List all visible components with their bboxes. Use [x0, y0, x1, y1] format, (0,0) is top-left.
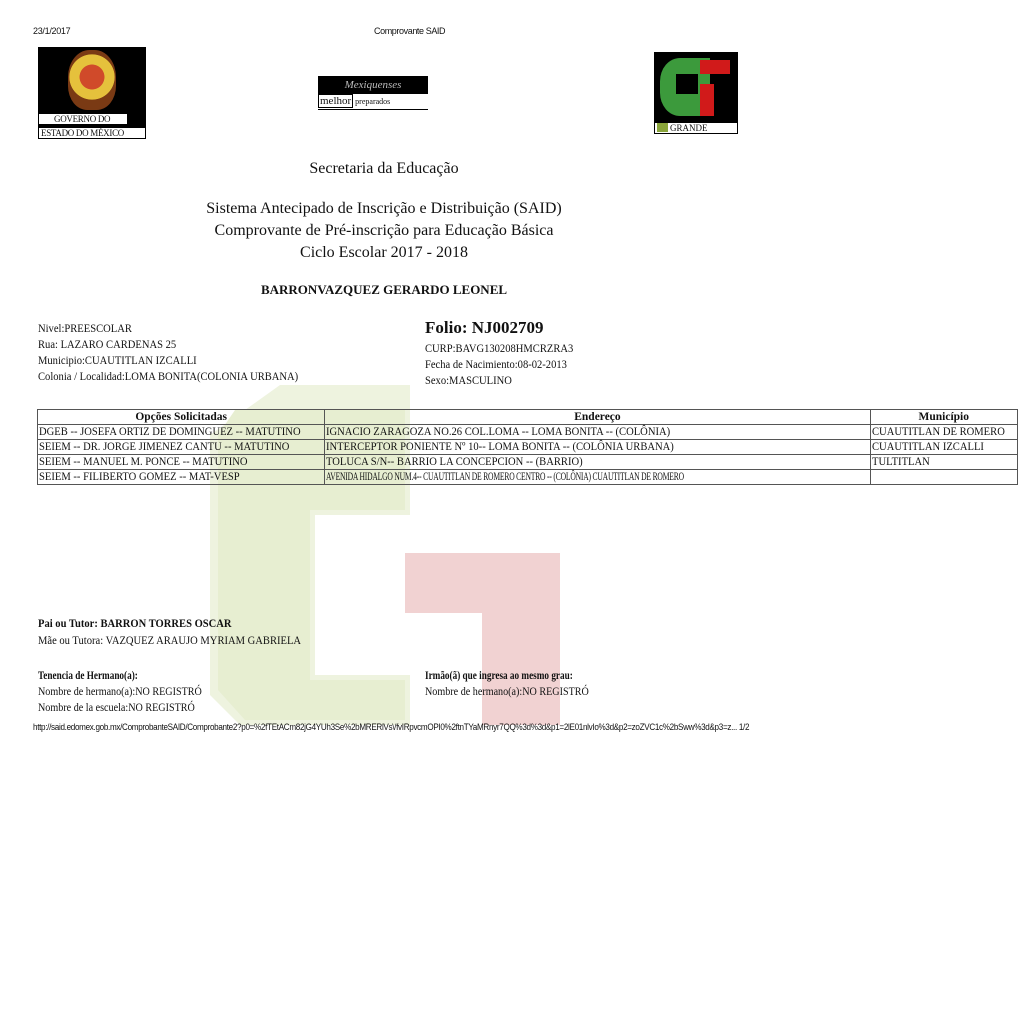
print-date: 23/1/2017 — [33, 26, 71, 36]
table-row — [38, 455, 1018, 470]
logo-right-label: GRANDE — [670, 123, 708, 133]
logo-left-line2: ESTADO DO MÉXICO — [38, 127, 146, 139]
folio-number: Folio: NJ002709 — [425, 318, 544, 337]
pai-tutor-line — [38, 616, 258, 631]
option-municipio — [870, 470, 1017, 485]
curp-field: CURP:BAVG130208HMCRZRA3 — [425, 341, 574, 355]
student-id-block — [425, 340, 593, 388]
municipio-field: Municipio:CUAUTITLAN IZCALLI — [38, 353, 197, 367]
ciclo-title: Ciclo Escolar 2017 - 2018 — [300, 244, 468, 261]
option-school: SEIEM -- FILIBERTO GOMEZ -- MAT-VESP — [38, 470, 325, 485]
logo-center-word2: preparados — [355, 97, 391, 106]
logo-center-word1: melhor — [320, 95, 352, 107]
table-row — [38, 470, 1018, 485]
rua-field: Rua: LAZARO CARDENAS 25 — [38, 337, 177, 351]
option-address: INTERCEPTOR PONIENTE Nº 10-- LOMA BONITA -- (COLÔNIA URBANA) — [325, 440, 870, 455]
print-title: Comprovante SAID — [374, 26, 446, 36]
table-row — [38, 425, 1018, 440]
option-school: SEIEM -- MANUEL M. PONCE -- MATUTINO — [38, 455, 325, 470]
logo-center-top: Mexiquenses — [318, 76, 428, 94]
option-address: AVENIDA HIDALGO NUM.4-- CUAUTITLAN DE ROMERO CENTRO -- (COLÔNIA) CUAUTITLAN DE ROMERO — [325, 470, 870, 485]
mae-tutora-line: Mãe ou Tutora: VAZQUEZ ARAUJO MYRIAM GABRIELA — [38, 633, 302, 647]
governo-estado-logo — [38, 47, 146, 139]
student-name: BARRONVAZQUEZ GERARDO LEONEL — [260, 282, 508, 297]
option-municipio: CUAUTITLAN IZCALLI — [870, 440, 1017, 455]
nivel-field: Nivel:PREESCOLAR — [38, 321, 132, 335]
table-header-row — [38, 410, 1018, 425]
header-municipio: Município — [870, 410, 1017, 425]
table-row — [38, 440, 1018, 455]
tenencia-title: Tenencia de Hermano(a): — [38, 670, 138, 682]
sistema-title: Sistema Antecipado de Inscrição e Distribuição (SAID) — [206, 200, 562, 217]
option-municipio: TULTITLAN — [870, 455, 1017, 470]
irmao-title: Irmão(ã) que ingresa ao mesmo grau: — [425, 670, 573, 682]
state-seal-icon — [68, 50, 116, 110]
nacimiento-field: Fecha de Nacimiento:08-02-2013 — [425, 357, 567, 371]
options-table — [37, 409, 1018, 485]
tenencia-nome: Nombre de hermano(a):NO REGISTRÓ — [38, 686, 202, 698]
logo-left-line1: GOVERNO DO — [38, 113, 128, 125]
option-address: IGNACIO ZARAGOZA NO.26 COL.LOMA -- LOMA BONITA -- (COLÔNIA) — [325, 425, 870, 440]
option-municipio: CUAUTITLAN DE ROMERO — [870, 425, 1017, 440]
option-school: DGEB -- JOSEFA ORTIZ DE DOMINGUEZ -- MATUTINO — [38, 425, 325, 440]
grande-logo — [654, 52, 738, 134]
colonia-field: Colonia / Localidad:LOMA BONITA(COLONIA URBANA) — [38, 369, 299, 383]
header-endereco: Endereço — [325, 410, 870, 425]
pai-label: Pai ou Tutor: — [38, 616, 98, 630]
secretaria-title: Secretaria da Educação — [309, 160, 459, 177]
option-address: TOLUCA S/N-- BARRIO LA CONCEPCION -- (BARRIO) — [325, 455, 870, 470]
footer-url: http://said.edomex.gob.mx/ComprobanteSAID/Comprobante2?p0=%2fTEtACm82jG4YUh3Se%2bMRERlVs\/fvIRpvcmOPI0%2ftnTYaMRnyr7QQ%3d%3d&p1=2lE01nlvIo%3d&p2=zoZVC1c%2bSww%3d&p3=z... 1/2 — [33, 722, 750, 732]
header-opcoes: Opções Solicitadas — [38, 410, 325, 425]
mexiquenses-logo — [318, 76, 430, 110]
sexo-field: Sexo:MASCULINO — [425, 373, 512, 387]
student-address-block — [38, 320, 334, 384]
option-school: SEIEM -- DR. JORGE JIMENEZ CANTU -- MATUTINO — [38, 440, 325, 455]
comprovante-title: Comprovante de Pré-inscrição para Educação Básica — [214, 222, 554, 239]
tenencia-escola: Nombre de la escuela:NO REGISTRÓ — [38, 702, 195, 714]
irmao-nome: Nombre de hermano(a):NO REGISTRÓ — [425, 686, 589, 698]
pai-value: BARRON TORRES OSCAR — [97, 616, 232, 630]
